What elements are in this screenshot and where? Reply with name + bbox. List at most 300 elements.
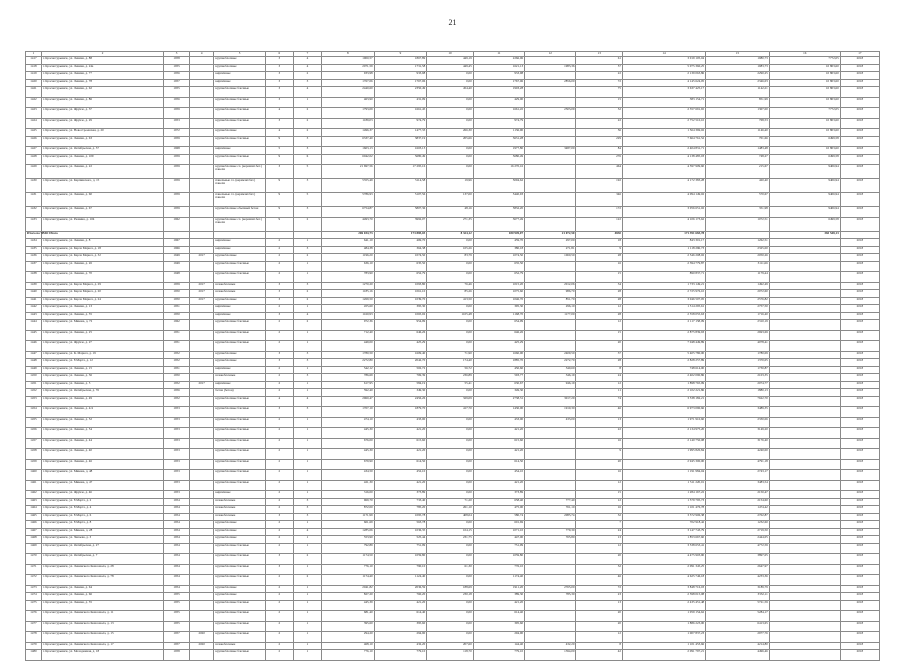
- table-cell: 475,00: [473, 506, 524, 514]
- table-cell: 1716,40: [706, 312, 770, 320]
- table-cell: крупноблочные блочные: [214, 621, 265, 632]
- table-cell: 2765,00: [525, 585, 576, 593]
- table-cell: 1095,78: [374, 513, 427, 521]
- table-cell: 445,39: [322, 600, 375, 611]
- table-cell: 1956: [164, 72, 190, 80]
- table-cell: 1: [293, 521, 321, 529]
- table-cell: 2: [293, 129, 321, 137]
- table-cell: 601,69: [473, 521, 524, 529]
- table-cell: 3: [265, 79, 293, 87]
- column-header: 10: [427, 52, 473, 57]
- table-cell: 0,00: [427, 97, 473, 108]
- table-cell: 1955: [164, 593, 190, 601]
- table-cell: [769, 554, 840, 565]
- table-cell: 464: [576, 165, 622, 179]
- table-cell: 654,99: [473, 320, 524, 331]
- table-cell: 2: [265, 480, 293, 491]
- table-cell: 1953: [164, 491, 190, 499]
- table-cell: 421,20: [374, 428, 427, 439]
- table-cell: 340,60: [525, 366, 576, 374]
- table-cell: 180 949,07: [473, 231, 524, 239]
- table-cell: 1911,20: [473, 585, 524, 593]
- table-cell: кирпичные: [214, 381, 265, 389]
- table-cell: кирпичные: [214, 491, 265, 499]
- table-cell: 12: [576, 632, 622, 643]
- table-cell: [769, 254, 840, 262]
- table-cell: 974,79: [374, 118, 427, 129]
- table-cell: 3: [265, 513, 293, 521]
- table-cell: 2: [265, 650, 293, 661]
- table-cell: 1426: [26, 136, 42, 147]
- table-cell: крупноблочные: [214, 528, 265, 536]
- table-cell: 1: [293, 261, 321, 272]
- table-cell: 2 875 839,93: [622, 330, 705, 341]
- table-cell: 3149,20: [706, 428, 770, 439]
- table-cell: [769, 528, 840, 536]
- table-cell: 972,36: [322, 320, 375, 331]
- table-cell: крупноблочные блочные: [214, 396, 265, 407]
- table-cell: кирпичные: [214, 147, 265, 155]
- table-cell: 61,30: [427, 564, 473, 575]
- table-cell: [769, 575, 840, 586]
- table-cell: 1189,03: [322, 118, 375, 129]
- table-cell: 85,26: [427, 290, 473, 298]
- table-cell: 2: [265, 341, 293, 352]
- table-cell: 0,00: [427, 543, 473, 554]
- table-cell: 83,79: [427, 254, 473, 262]
- table-cell: 2: [265, 261, 293, 272]
- table-cell: 733,40: [374, 498, 427, 506]
- table-cell: 1428: [26, 154, 42, 165]
- table-cell: 1: [293, 389, 321, 397]
- table-cell: 1457: [26, 438, 42, 449]
- table-cell: 2 402 090,86: [622, 374, 705, 382]
- table-cell: 4233,36: [706, 575, 770, 586]
- table-cell: 5786,93: [322, 193, 375, 207]
- table-cell: 2757,50: [706, 305, 770, 313]
- table-cell: [769, 564, 840, 575]
- table-cell: г. Краснотурьинск, ул. Ленина, д. 40: [41, 449, 163, 460]
- table-cell: 9: [265, 136, 293, 147]
- table-cell: 702 918,42: [622, 521, 705, 529]
- table-cell: кирпичные: [214, 72, 265, 80]
- table-cell: 0,00: [427, 554, 473, 565]
- table-cell: 1420: [26, 79, 42, 87]
- table-cell: 0,00: [427, 305, 473, 313]
- table-cell: панельные сл. (керамзит.бет.) панели: [214, 193, 265, 207]
- table-cell: [525, 564, 576, 575]
- table-cell: 3 538 653,41: [622, 543, 705, 554]
- table-cell: 1421: [26, 87, 42, 98]
- table-row: [26, 282, 880, 290]
- table-cell: [189, 129, 213, 137]
- table-cell: [769, 521, 840, 529]
- table-cell: 1179,44: [706, 272, 770, 283]
- table-cell: 1269,50: [322, 297, 375, 305]
- table-cell: 12: [576, 543, 622, 554]
- table-cell: [525, 480, 576, 491]
- table-cell: [189, 207, 213, 218]
- table-cell: 383 154,71: [622, 97, 705, 108]
- table-cell: [525, 632, 576, 643]
- table-cell: 1093,80: [374, 282, 427, 290]
- table-cell: 2017: [189, 254, 213, 262]
- table-cell: 3: [265, 359, 293, 367]
- table-cell: 229: [576, 136, 622, 147]
- table-cell: 2: [265, 543, 293, 554]
- table-cell: 2: [265, 521, 293, 529]
- table-cell: 3 147 743,79: [622, 528, 705, 536]
- table-cell: 2: [293, 118, 321, 129]
- table-cell: 1954: [164, 543, 190, 554]
- table-cell: г. Краснотурьинск, ул. 8 Марта, д. 12: [41, 359, 163, 367]
- table-cell: [525, 330, 576, 341]
- table-cell: 2018: [840, 254, 879, 262]
- table-cell: 768,53: [706, 118, 770, 129]
- table-cell: 2018: [840, 513, 879, 521]
- table-cell: 3 572 906,38: [622, 513, 705, 521]
- table-cell: 2036,59: [374, 585, 427, 593]
- table-cell: 2018: [840, 470, 879, 481]
- table-cell: 1478: [26, 632, 42, 643]
- table-cell: 1424: [26, 118, 42, 129]
- table-cell: 1953: [164, 449, 190, 460]
- table-cell: [525, 554, 576, 565]
- table-cell: 1950: [164, 290, 190, 298]
- table-cell: 2 945 300,00: [622, 459, 705, 470]
- table-cell: 785,30: [525, 593, 576, 601]
- table-cell: [525, 136, 576, 147]
- table-cell: 2960,47: [322, 396, 375, 407]
- table-cell: [769, 428, 840, 439]
- table-cell: 2018: [840, 389, 879, 397]
- table-cell: [525, 57, 576, 65]
- table-cell: 1954: [164, 536, 190, 544]
- table-cell: 32: [576, 513, 622, 521]
- table-cell: 2: [265, 600, 293, 611]
- table-cell: 2018: [840, 438, 879, 449]
- table-cell: 28: [576, 359, 622, 367]
- table-cell: 1959: [164, 165, 190, 179]
- table-cell: 2071,59: [322, 64, 375, 72]
- table-row: [26, 97, 880, 108]
- table-cell: 1448: [26, 359, 42, 367]
- table-row: [26, 506, 880, 514]
- table-cell: [525, 97, 576, 108]
- table-cell: [769, 632, 840, 643]
- table-cell: 17 295,16: [374, 165, 427, 179]
- table-cell: 16: [576, 470, 622, 481]
- table-row: [26, 528, 880, 536]
- table-cell: 1453: [26, 396, 42, 407]
- table-cell: 55,41: [427, 381, 473, 389]
- table-cell: крупноблочные: [214, 64, 265, 72]
- table-cell: [525, 72, 576, 80]
- table-cell: крупноблочные блочные: [214, 600, 265, 611]
- table-cell: г. Краснотурьинск, ул. Карпинского, д. 15: [41, 179, 163, 193]
- table-cell: 1661,45: [374, 108, 427, 119]
- table-cell: 8: [576, 366, 622, 374]
- table-cell: 2018: [840, 154, 879, 165]
- table-row: [26, 632, 880, 643]
- table-cell: г. Краснотурьинск, ул. Ленина, д. 54: [41, 428, 163, 439]
- table-cell: 0,00: [427, 320, 473, 331]
- table-cell: 3: [293, 513, 321, 521]
- table-cell: 617,95: [322, 381, 375, 389]
- table-cell: 2: [265, 536, 293, 544]
- table-cell: 454,10: [473, 470, 524, 481]
- table-cell: 433,00: [374, 417, 427, 428]
- table-cell: г. Краснотурьинск, ул. Ленинского Комсомола, д. 15: [41, 632, 163, 643]
- table-cell: 2 102 221,86: [622, 389, 705, 397]
- table-cell: 1950: [164, 374, 190, 382]
- table-cell: 2: [265, 593, 293, 601]
- table-row: [26, 341, 880, 352]
- table-cell: 2018: [840, 179, 879, 193]
- table-cell: [769, 407, 840, 418]
- table-cell: 3332,11: [706, 593, 770, 601]
- table-cell: [189, 417, 213, 428]
- table-cell: 615,60: [374, 438, 427, 449]
- table-cell: 447,00: [473, 536, 524, 544]
- table-cell: 266,30: [427, 129, 473, 137]
- table-cell: г. Краснотурьинск, ул. Ленина, д. 66: [41, 593, 163, 601]
- table-cell: 0,00: [427, 118, 473, 129]
- table-cell: [769, 239, 840, 247]
- table-cell: 2 140 750,08: [622, 438, 705, 449]
- table-cell: 1959: [164, 154, 190, 165]
- table-cell: 3897,05: [706, 554, 770, 565]
- table-cell: крупноблочные блочные: [214, 449, 265, 460]
- table-cell: 2020: [189, 632, 213, 643]
- table-cell: крупноблочные блочные: [214, 417, 265, 428]
- table-cell: 2: [293, 72, 321, 80]
- table-cell: 5: [265, 147, 293, 155]
- table-cell: 3: [265, 312, 293, 320]
- table-cell: 2018: [840, 359, 879, 367]
- table-cell: 20: [576, 554, 622, 565]
- table-cell: 1900,57: [322, 57, 375, 65]
- table-cell: 1015,20: [473, 282, 524, 290]
- table-cell: 1780,50: [322, 351, 375, 359]
- table-cell: крупноблочные сл. (керамзит.бет.) панели: [214, 165, 265, 179]
- table-row: [26, 290, 880, 298]
- table-cell: 1953: [164, 428, 190, 439]
- table-cell: 28: [576, 312, 622, 320]
- table-cell: 1171,99: [322, 513, 375, 521]
- table-cell: 1980,73: [706, 57, 770, 65]
- table-cell: [769, 290, 840, 298]
- table-cell: 28: [576, 297, 622, 305]
- table-cell: 0,00: [427, 417, 473, 428]
- table-cell: 0,00: [427, 389, 473, 397]
- table-cell: 6 973 090,66: [622, 407, 705, 418]
- table-cell: [189, 165, 213, 179]
- table-row: [26, 272, 880, 283]
- table-cell: 761,10: [525, 506, 576, 514]
- table-row: [26, 470, 880, 481]
- table-cell: [189, 543, 213, 554]
- table-cell: 3631,28: [473, 136, 524, 147]
- table-cell: 676,00: [322, 438, 375, 449]
- table-cell: 449,45: [427, 64, 473, 72]
- table-cell: [189, 108, 213, 119]
- table-cell: 2018: [840, 428, 879, 439]
- table-cell: 1958: [164, 650, 190, 661]
- table-cell: 3: [293, 374, 321, 382]
- table-cell: 1955: [164, 621, 190, 632]
- table-cell: 24: [576, 374, 622, 382]
- table-cell: 786,69: [322, 374, 375, 382]
- table-cell: 3 056 651,02: [622, 207, 705, 218]
- table-cell: 20: [576, 621, 622, 632]
- table-row: [26, 621, 880, 632]
- table-cell: 395,30: [473, 305, 524, 313]
- table-cell: 2018: [840, 564, 879, 575]
- table-cell: 1: [293, 305, 321, 313]
- table-cell: 1956: [164, 389, 190, 397]
- table-row: [26, 87, 880, 98]
- table-cell: 1954: [164, 554, 190, 565]
- table-cell: [769, 611, 840, 622]
- table-row: [26, 543, 880, 554]
- table-cell: [525, 438, 576, 449]
- table-cell: 827,20: [322, 593, 375, 601]
- table-cell: 751,99: [374, 543, 427, 554]
- table-cell: [189, 57, 213, 65]
- table-cell: 2018: [840, 632, 879, 643]
- table-cell: 2: [265, 491, 293, 499]
- table-cell: 1105,48: [427, 312, 473, 320]
- table-cell: крупноблочные блочные: [214, 575, 265, 586]
- table-cell: 1059,80: [473, 554, 524, 565]
- table-row: [26, 449, 880, 460]
- table-cell: [189, 575, 213, 586]
- table-row: [26, 79, 880, 87]
- table-cell: 701,66: [706, 136, 770, 147]
- table-cell: 230,18: [427, 593, 473, 601]
- table-cell: 0,00: [427, 621, 473, 632]
- table-cell: 1 059 154,62: [622, 611, 705, 622]
- table-cell: 946,19: [525, 381, 576, 389]
- table-cell: 2018: [840, 536, 879, 544]
- table-cell: 3: [293, 179, 321, 193]
- table-cell: г. Краснотурьинск, ул. Ленинского Комсомола, д. 28: [41, 564, 163, 575]
- table-cell: 4: [265, 129, 293, 137]
- table-cell: шлакоблочные: [214, 506, 265, 514]
- table-cell: 46: [576, 407, 622, 418]
- table-cell: 0,00: [427, 521, 473, 529]
- table-row: [26, 642, 880, 650]
- table-cell: 584,19: [374, 381, 427, 389]
- table-cell: 5: [293, 193, 321, 207]
- table-cell: [189, 396, 213, 407]
- table-row: [26, 246, 880, 254]
- table-cell: 3: [293, 207, 321, 218]
- table-cell: 570,67: [706, 193, 770, 207]
- table-row: [26, 72, 880, 80]
- table-cell: [525, 207, 576, 218]
- table-cell: 3 019 105,04: [622, 57, 705, 65]
- table-cell: 3111,66: [706, 261, 770, 272]
- table-row: [26, 154, 880, 165]
- table-cell: 9: [265, 217, 293, 231]
- table-cell: [189, 600, 213, 611]
- table-cell: 1954: [164, 528, 190, 536]
- table-cell: 0,00: [427, 147, 473, 155]
- table-row: [26, 389, 880, 397]
- table-cell: кирпичные: [214, 239, 265, 247]
- table-cell: 75: [576, 87, 622, 98]
- table-cell: 2018: [840, 381, 879, 389]
- table-cell: 1061,10: [374, 290, 427, 298]
- table-cell: 765,80: [525, 536, 576, 544]
- table-cell: 1470: [26, 554, 42, 565]
- table-cell: 2012,06: [525, 282, 576, 290]
- table-cell: 1 995 820,84: [622, 449, 705, 460]
- table-cell: 1430,00: [473, 407, 524, 418]
- table-cell: [189, 97, 213, 108]
- table-cell: 1480: [26, 650, 42, 661]
- table-cell: [525, 129, 576, 137]
- table-cell: 4: [293, 57, 321, 65]
- table-cell: 1432: [26, 207, 42, 218]
- table-cell: 2: [293, 290, 321, 298]
- table-cell: 463,90: [322, 97, 375, 108]
- table-cell: [769, 312, 840, 320]
- table-cell: [189, 528, 213, 536]
- table-cell: 1429: [26, 165, 42, 179]
- table-cell: 468,10: [322, 642, 375, 650]
- table-cell: 2: [265, 528, 293, 536]
- table-cell: 1458: [26, 449, 42, 460]
- table-cell: кирпичные: [214, 79, 265, 87]
- table-cell: 1983,73: [706, 64, 770, 72]
- table-cell: 2 134 975,20: [622, 428, 705, 439]
- table-cell: 19,96: [427, 179, 473, 193]
- table-cell: 3: [293, 147, 321, 155]
- table-cell: 1957: [164, 632, 190, 643]
- table-cell: [189, 521, 213, 529]
- table-cell: 748 614,00: [622, 366, 705, 374]
- table-cell: [769, 282, 840, 290]
- table-cell: 13: [576, 600, 622, 611]
- table-cell: [189, 312, 213, 320]
- table-cell: г. Краснотурьинск, ул. 8 Марта, д. 6: [41, 513, 163, 521]
- table-cell: 1444: [26, 320, 42, 331]
- table-cell: 2: [265, 585, 293, 593]
- table-cell: 3: [293, 246, 321, 254]
- table-cell: 3 046 507,05: [622, 297, 705, 305]
- table-cell: 2018: [840, 396, 879, 407]
- table-cell: 1: [293, 239, 321, 247]
- table-cell: 1: [293, 564, 321, 575]
- table-cell: 1957: [164, 79, 190, 87]
- table-cell: [769, 480, 840, 491]
- table-cell: 0,00: [427, 632, 473, 643]
- table-cell: 1419: [26, 72, 42, 80]
- table-cell: 2 139 063,86: [622, 72, 705, 80]
- table-cell: 1418: [26, 64, 42, 72]
- table-cell: 2018: [840, 72, 879, 80]
- table-cell: 2 546 208,02: [622, 254, 705, 262]
- table-cell: 1948: [164, 272, 190, 283]
- table-cell: 459,70: [473, 239, 524, 247]
- table-cell: [769, 272, 840, 283]
- table-cell: 2719,50: [706, 528, 770, 536]
- table-cell: 2018: [840, 165, 879, 179]
- table-cell: 1958: [164, 57, 190, 65]
